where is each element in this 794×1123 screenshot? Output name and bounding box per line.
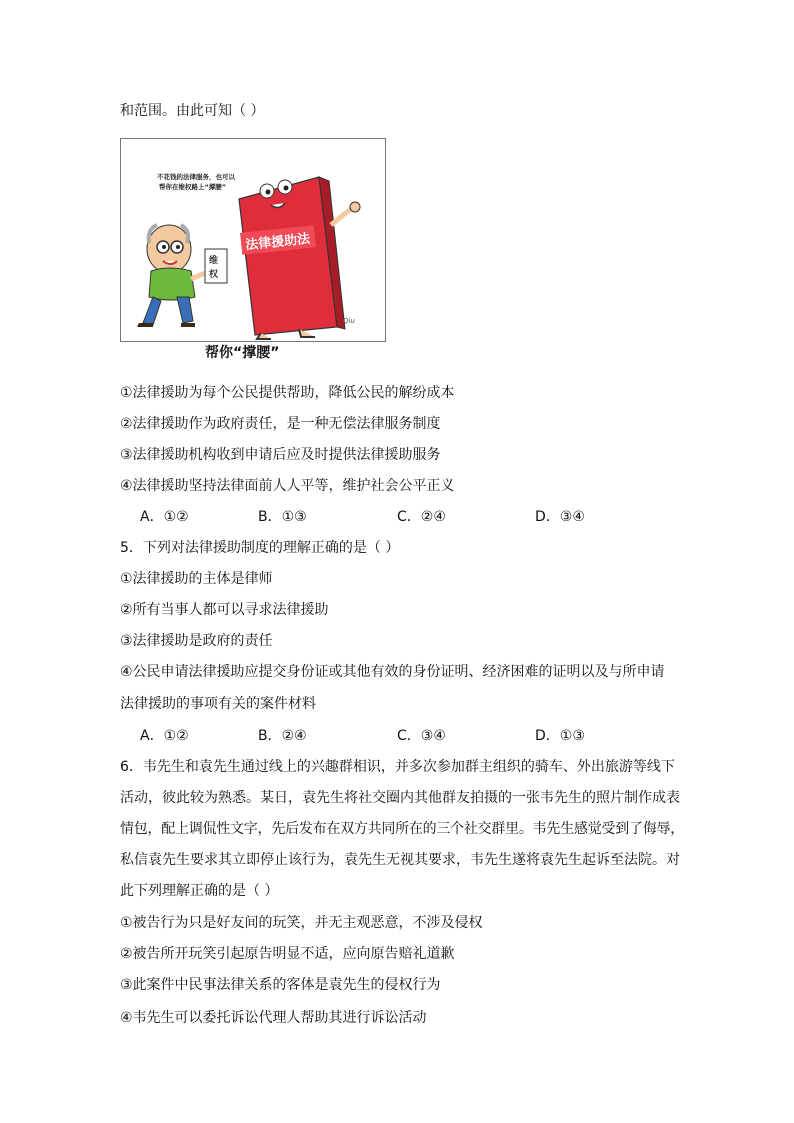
svg-text:维: 维 bbox=[209, 256, 219, 266]
q5-option-d[interactable]: D．①③ bbox=[535, 728, 585, 744]
speech-text-line1: 不花钱的法律服务，也可以 bbox=[157, 173, 235, 181]
q4-option-c[interactable]: C．②④ bbox=[397, 509, 446, 525]
q4-statement-4: ④法律援助坚持法律面前人人平等，维护社会公平正义 bbox=[120, 478, 455, 494]
q5-statement-2: ②所有当事人都可以寻求法律援助 bbox=[120, 602, 329, 618]
artist-signature: Qiu bbox=[343, 317, 355, 325]
q6-stem-line-4: 私信袁先生要求其立即停止该行为，袁先生无视其要求，韦先生遂将袁先生起诉至法院。对 bbox=[120, 852, 680, 868]
question-intro-tail: 和范围。由此可知（ ） bbox=[120, 103, 265, 119]
q5-option-a[interactable]: A．①② bbox=[140, 728, 189, 744]
cartoon-illustration bbox=[121, 139, 385, 341]
q4-option-d[interactable]: D．③④ bbox=[535, 509, 585, 525]
q6-stem-line-5: 此下列理解正确的是（ ） bbox=[120, 883, 279, 899]
q4-statement-1: ①法律援助为每个公民提供帮助，降低公民的解纷成本 bbox=[120, 385, 455, 401]
q6-stem-line-2: 活动，彼此较为熟悉。某日，袁先生将社交圈内其他群友拍摄的一张韦先生的照片制作成表 bbox=[120, 790, 680, 806]
rights-sign bbox=[205, 249, 227, 283]
q5-statement-3: ③法律援助是政府的责任 bbox=[120, 633, 273, 649]
q5-statement-1: ①法律援助的主体是律师 bbox=[120, 571, 273, 587]
q6-stem-line-3: 情包，配上调侃性文字，先后发布在双方共同所在的三个社交群里。韦先生感觉受到了侮辱， bbox=[120, 821, 684, 837]
q5-statement-4-cont: 法律援助的事项有关的案件材料 bbox=[120, 696, 316, 712]
q4-statement-2: ②法律援助作为政府责任，是一种无偿法律服务制度 bbox=[120, 416, 441, 432]
q6-statement-3: ③此案件中民事法律关系的客体是袁先生的侵权行为 bbox=[120, 977, 441, 993]
old-man-figure bbox=[137, 225, 205, 327]
q5-statement-4: ④公民申请法律援助应提交身份证或其他有效的身份证明、经济困难的证明以及与所申请 bbox=[120, 664, 665, 680]
q4-statement-3: ③法律援助机构收到申请后应及时提供法律援助服务 bbox=[120, 447, 441, 463]
svg-text:权: 权 bbox=[209, 270, 219, 280]
q4-option-a[interactable]: A．①② bbox=[140, 509, 189, 525]
q5-option-b[interactable]: B．②④ bbox=[258, 728, 307, 744]
figure-caption: 帮你“撑腰” bbox=[205, 345, 280, 361]
speech-text-line2: 帮你在维权路上“撑腰” bbox=[159, 183, 227, 191]
q6-statement-1: ①被告行为只是好友间的玩笑，并无主观恶意，不涉及侵权 bbox=[120, 915, 483, 931]
svg-text:法律援助法: 法律援助法 bbox=[244, 231, 311, 254]
legal-aid-cartoon bbox=[120, 138, 386, 342]
q6-statement-2: ②被告所开玩笑引起原告明显不适，应向原告赔礼道歉 bbox=[120, 946, 455, 962]
law-book-figure bbox=[239, 177, 360, 339]
q6-stem-line-1: 6．韦先生和袁先生通过线上的兴趣群相识，并多次参加群主组织的骑车、外出旅游等线下 bbox=[120, 759, 675, 775]
q5-stem: 5．下列对法律援助制度的理解正确的是（ ） bbox=[120, 540, 400, 556]
q5-option-c[interactable]: C．③④ bbox=[397, 728, 446, 744]
q4-option-b[interactable]: B．①③ bbox=[258, 509, 307, 525]
q6-statement-4: ④韦先生可以委托诉讼代理人帮助其进行诉讼活动 bbox=[120, 1010, 427, 1026]
